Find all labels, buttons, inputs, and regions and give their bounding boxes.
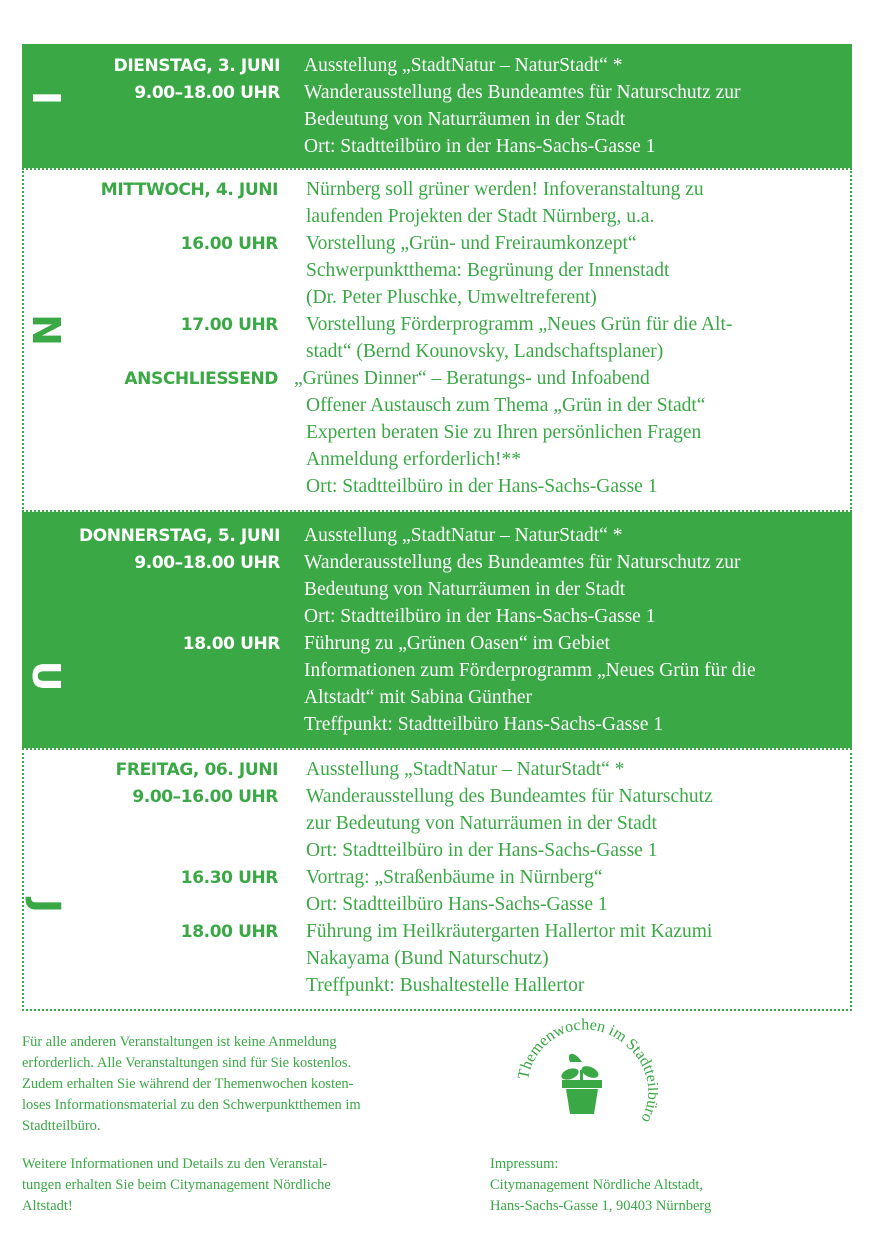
event-row	[24, 891, 850, 918]
event-row	[22, 657, 852, 684]
event-text: Ort: Stadtteilbüro in der Hans-Sachs-Gasse 1	[304, 606, 656, 627]
day-letter: I	[24, 90, 68, 106]
impressum-line: Hans-Sachs-Gasse 1, 90403 Nürnberg	[490, 1198, 712, 1214]
event-label: FREITAG, 06. JUNI	[115, 760, 278, 780]
event-row	[22, 603, 852, 630]
day-letter: U	[24, 660, 68, 692]
event-label: 18.00 UHR	[182, 634, 280, 654]
contact-note	[22, 1154, 331, 1217]
event-row	[24, 419, 850, 446]
themenwochen-logo	[508, 1018, 658, 1168]
event-text: Nakayama (Bund Naturschutz)	[306, 948, 549, 969]
event-label: 18.00 UHR	[180, 922, 278, 942]
event-text: Ausstellung „StadtNatur – NaturStadt“ *	[304, 525, 623, 546]
event-text: Offener Austausch zum Thema „Grün in der Stadt“	[306, 395, 706, 416]
event-text: „Grünes Dinner“ – Beratungs- und Infoabend	[294, 368, 650, 389]
event-text: Ort: Stadtteilbüro in der Hans-Sachs-Gasse 1	[304, 136, 656, 157]
event-row	[24, 972, 850, 999]
event-text: Ausstellung „StadtNatur – NaturStadt“ *	[306, 759, 625, 780]
event-row	[22, 711, 852, 738]
event-label: 9.00–16.00 UHR	[132, 787, 278, 807]
note-line: erforderlich. Alle Veranstaltungen sind für Sie kostenlos.	[22, 1055, 352, 1071]
event-row	[24, 837, 850, 864]
event-row	[22, 684, 852, 711]
registration-note	[22, 1032, 361, 1137]
event-text: Informationen zum Förderprogramm „Neues Grün für die	[304, 660, 756, 681]
event-label: 16.00 UHR	[180, 234, 278, 254]
day-letter: J	[24, 898, 68, 914]
plant-pot-icon	[560, 1054, 602, 1114]
event-row	[24, 473, 850, 500]
event-row	[24, 392, 850, 419]
event-text: Führung zu „Grünen Oasen“ im Gebiet	[304, 633, 610, 654]
event-text: Experten beraten Sie zu Ihren persönlichen Fragen	[306, 422, 702, 443]
event-row	[24, 230, 850, 257]
note-line: Altstadt!	[22, 1198, 73, 1214]
event-row	[22, 79, 852, 106]
event-text: (Dr. Peter Pluschke, Umweltreferent)	[306, 287, 597, 308]
event-label: 9.00–18.00 UHR	[134, 553, 280, 573]
event-text: laufenden Projekten der Stadt Nürnberg, u.a.	[306, 206, 655, 227]
event-text: Ort: Stadtteilbüro Hans-Sachs-Gasse 1	[306, 894, 608, 915]
event-row	[24, 783, 850, 810]
event-row	[24, 257, 850, 284]
event-text: Nürnberg soll grüner werden! Infoveranstaltung zu	[306, 179, 704, 200]
event-row	[24, 311, 850, 338]
event-text: Ort: Stadtteilbüro in der Hans-Sachs-Gasse 1	[306, 840, 658, 861]
event-label: 16.30 UHR	[180, 868, 278, 888]
note-line: Stadtteilbüro.	[22, 1118, 101, 1134]
event-label: ANSCHLIESSEND	[124, 369, 278, 389]
event-row	[24, 365, 850, 392]
event-text: Ort: Stadtteilbüro in der Hans-Sachs-Gasse 1	[306, 476, 658, 497]
note-line: Für alle anderen Veranstaltungen ist keine Anmeldung	[22, 1034, 337, 1050]
event-row	[24, 810, 850, 837]
event-row	[24, 203, 850, 230]
event-row	[24, 945, 850, 972]
impressum-title: Impressum:	[490, 1156, 559, 1172]
event-text: Treffpunkt: Bushaltestelle Hallertor	[306, 975, 585, 996]
event-row	[24, 864, 850, 891]
event-row	[24, 284, 850, 311]
event-row	[24, 446, 850, 473]
event-text: Wanderausstellung des Bundeamtes für Naturschutz zur	[304, 82, 741, 103]
note-line: Weitere Informationen und Details zu den Veranstal-	[22, 1156, 328, 1172]
day-section-wednesday	[22, 168, 852, 512]
event-text: Anmeldung erforderlich!**	[306, 449, 521, 470]
event-label: MITTWOCH, 4. JUNI	[100, 180, 278, 200]
note-line: loses Informationsmaterial zu den Schwerpunktthemen im	[22, 1097, 361, 1113]
day-letter: N	[24, 314, 68, 346]
event-row	[22, 549, 852, 576]
day-section-tuesday	[22, 44, 852, 168]
event-text: Ausstellung „StadtNatur – NaturStadt“ *	[304, 55, 623, 76]
note-line: Zudem erhalten Sie während der Themenwochen kosten-	[22, 1076, 354, 1092]
event-label: 9.00–18.00 UHR	[134, 83, 280, 103]
event-text: Vorstellung Förderprogramm „Neues Grün für die Alt-	[306, 314, 733, 335]
event-row	[24, 176, 850, 203]
logo-circular-text: Themenwochen im Stadtt ro	[515, 1018, 658, 1126]
event-text: Wanderausstellung des Bundeamtes für Naturschutz	[306, 786, 713, 807]
event-row	[22, 576, 852, 603]
event-row	[24, 918, 850, 945]
event-text: Vorstellung „Grün- und Freiraumkonzept“	[306, 233, 637, 254]
event-row	[22, 52, 852, 79]
event-label: 17.00 UHR	[180, 315, 278, 335]
event-row	[22, 630, 852, 657]
event-row	[22, 106, 852, 133]
day-section-friday	[22, 748, 852, 1011]
event-text: Bedeutung von Naturräumen in der Stadt	[304, 579, 626, 600]
event-text: stadt“ (Bernd Kounovsky, Landschaftsplaner)	[306, 341, 664, 362]
event-text: Vortrag: „Straßenbäume in Nürnberg“	[306, 867, 603, 888]
event-text: Altstadt“ mit Sabina Günther	[304, 687, 533, 708]
event-text: Treffpunkt: Stadtteilbüro Hans-Sachs-Gasse 1	[304, 714, 664, 735]
event-text: zur Bedeutung von Naturräumen in der Stadt	[306, 813, 657, 834]
impressum-line: Citymanagement Nördliche Altstadt,	[490, 1177, 704, 1193]
event-label: DIENSTAG, 3. JUNI	[113, 56, 280, 76]
event-label: DONNERSTAG, 5. JUNI	[78, 526, 280, 546]
note-line: tungen erhalten Sie beim Citymanagement Nördliche	[22, 1177, 331, 1193]
day-section-thursday	[22, 512, 852, 748]
event-row	[24, 756, 850, 783]
event-row	[24, 338, 850, 365]
event-row	[22, 522, 852, 549]
event-row	[22, 133, 852, 160]
event-text: Bedeutung von Naturräumen in der Stadt	[304, 109, 626, 130]
event-text: Schwerpunktthema: Begrünung der Innenstadt	[306, 260, 670, 281]
event-text: Führung im Heilkräutergarten Hallertor mit Kazumi	[306, 921, 713, 942]
event-text: Wanderausstellung des Bundeamtes für Naturschutz zur	[304, 552, 741, 573]
